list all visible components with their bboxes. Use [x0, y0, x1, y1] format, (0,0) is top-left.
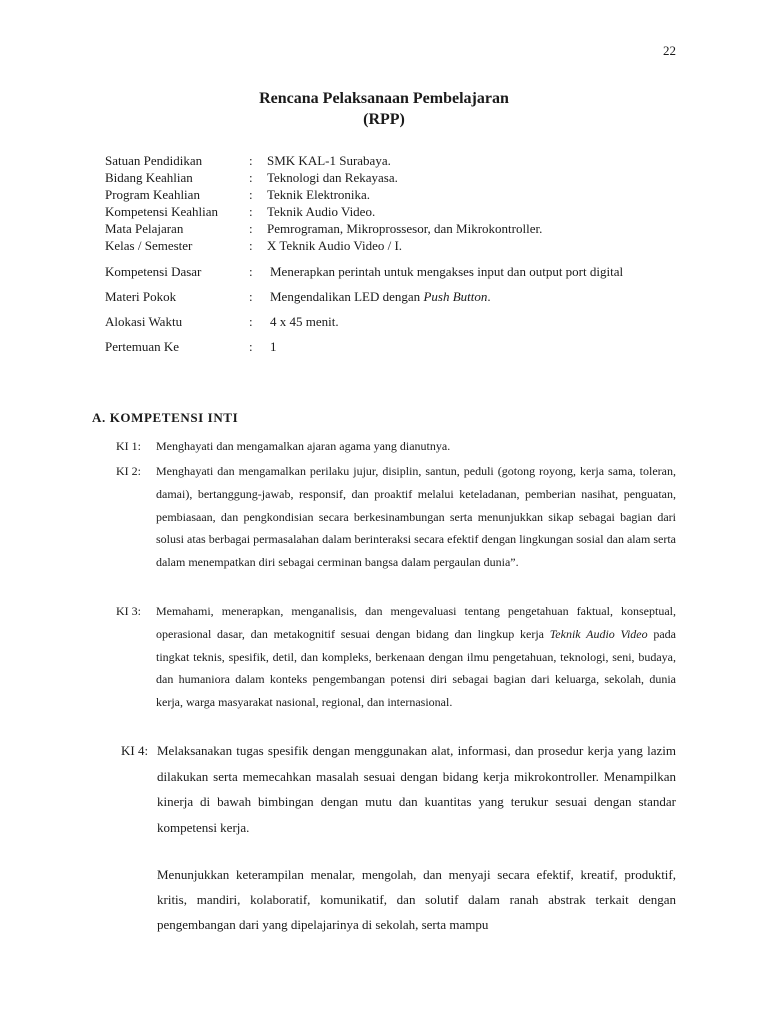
ki-1-code: KI 1:: [116, 439, 141, 453]
ki-4-text: Melaksanakan tugas spesifik dengan menggunakan alat, informasi, dan prosedur kerja yang lazim dilakukan serta memecahkan masalah sesuai dengan bidang kerja mikrokontroller. Menampilkan kinerja di bawah bimbingan dengan mutu dan kuantitas yang terukur sesuai dengan standar kompetensi kerja.: [157, 743, 676, 835]
kompetensi-dasar-row: [105, 259, 680, 284]
ki-2: [116, 460, 676, 574]
materi-pokok-label: Materi Pokok: [105, 289, 177, 304]
ki-4-continuation: Menunjukkan keterampilan menalar, mengolah, dan menyaji secara efektif, kreatif, produktif, kritis, mandiri, kolaboratif, komunikatif, dan solutif dalam ranah abstrak terkait dengan pengembangan dari yang dipelajarinya di sekolah, serta mampu: [157, 867, 676, 932]
identity-label: Kelas / Semester: [105, 238, 193, 253]
identity-label: Program Keahlian: [105, 187, 200, 202]
identity-label: Satuan Pendidikan: [105, 153, 203, 168]
info-separator: :: [249, 264, 253, 279]
materi-pokok-prefix: Mengendalikan LED dengan: [270, 289, 424, 304]
title-line-1: Rencana Pelaksanaan Pembelajaran: [259, 90, 509, 107]
identity-separator: :: [249, 187, 253, 202]
info-separator: :: [249, 314, 253, 329]
alokasi-waktu-row: [105, 309, 680, 334]
identity-separator: :: [249, 204, 253, 219]
identity-value: Teknik Elektronika.: [267, 187, 371, 202]
identity-separator: :: [249, 153, 253, 168]
ki-2-code: KI 2:: [116, 464, 141, 478]
info-block: [105, 259, 680, 359]
identity-separator: :: [249, 238, 253, 253]
ki-3-suffix: pada tingkat teknis, spesifik, detil, dan kompleks, berkenaan dengan ilmu pengetahuan, teknologi, seni, budaya, dan humaniora dalam konteks pengembangan potensi diri sebagai bagian dari keluarga, sekolah, dunia kerja, warga masyarakat nasional, regional, dan internasional.: [156, 626, 677, 710]
materi-pokok-value: [270, 284, 680, 309]
identity-separator: :: [249, 170, 253, 185]
materi-pokok-suffix: .: [487, 289, 491, 304]
kompetensi-dasar-value: Menerapkan perintah untuk mengakses input dan output port digital: [270, 264, 624, 279]
identity-value: Teknologi dan Rekayasa.: [267, 170, 398, 185]
alokasi-waktu-value: 4 x 45 menit.: [270, 314, 339, 329]
ki-3-text: [156, 600, 676, 714]
ki-3-italic: Teknik Audio Video: [549, 626, 648, 641]
ki-3-prefix: Memahami, menerapkan, menganalisis, dan mengevaluasi tentang pengetahuan faktual, konseptual, operasional dasar, dan metakognitif sesuai dengan bidang dan lingkup kerja: [156, 604, 676, 641]
ki-3: [116, 600, 676, 714]
pertemuan-ke-value: 1: [270, 339, 277, 354]
identity-label: Mata Pelajaran: [105, 221, 184, 236]
page-number: 22: [663, 43, 676, 58]
identity-value: X Teknik Audio Video / I.: [267, 238, 403, 253]
kompetensi-dasar-label: Kompetensi Dasar: [105, 264, 202, 279]
ki-2-text: Menghayati dan mengamalkan perilaku jujur, disiplin, santun, peduli (gotong royong, kerja sama, toleran, damai), bertanggung-jawab, responsif, dan proaktif melalui keteladanan, pemberian nasihat, penguatan, pembiasaan, dan pengkondisian secara berkesinambungan serta menunjukkan sikap sebagai bagian dari solusi atas berbagai permasalahan dalam berinteraksi secara efektif dengan lingkungan sosial dan alam serta dalam menempatkan diri sebagai cerminan bangsa dalam pergaulan dunia”.: [156, 464, 676, 570]
info-separator: :: [249, 289, 253, 304]
ki-1: [116, 435, 676, 458]
identity-value: SMK KAL-1 Surabaya.: [267, 153, 391, 168]
ki-3-code: KI 3:: [116, 604, 141, 618]
identity-value: Pemrograman, Mikroprossesor, dan Mikrokontroller.: [267, 221, 543, 236]
alokasi-waktu-label: Alokasi Waktu: [105, 314, 183, 329]
pertemuan-ke-label: Pertemuan Ke: [105, 339, 180, 354]
info-separator: :: [249, 339, 253, 354]
identity-label: Kompetensi Keahlian: [105, 204, 218, 219]
section-heading-kompetensi-inti: A. KOMPETENSI INTI: [92, 410, 239, 425]
document-title: [0, 88, 768, 130]
materi-pokok-italic: Push Button: [423, 289, 488, 304]
title-line-2: (RPP): [363, 111, 405, 128]
identity-separator: :: [249, 221, 253, 236]
identity-value: Teknik Audio Video.: [267, 204, 376, 219]
identity-label: Bidang Keahlian: [105, 170, 193, 185]
ki-1-text: Menghayati dan mengamalkan ajaran agama yang dianutnya.: [156, 439, 451, 453]
pertemuan-ke-row: [105, 334, 680, 359]
ki-4: [121, 738, 676, 840]
ki-4-code: KI 4:: [121, 743, 149, 758]
materi-pokok-row: [105, 284, 680, 309]
